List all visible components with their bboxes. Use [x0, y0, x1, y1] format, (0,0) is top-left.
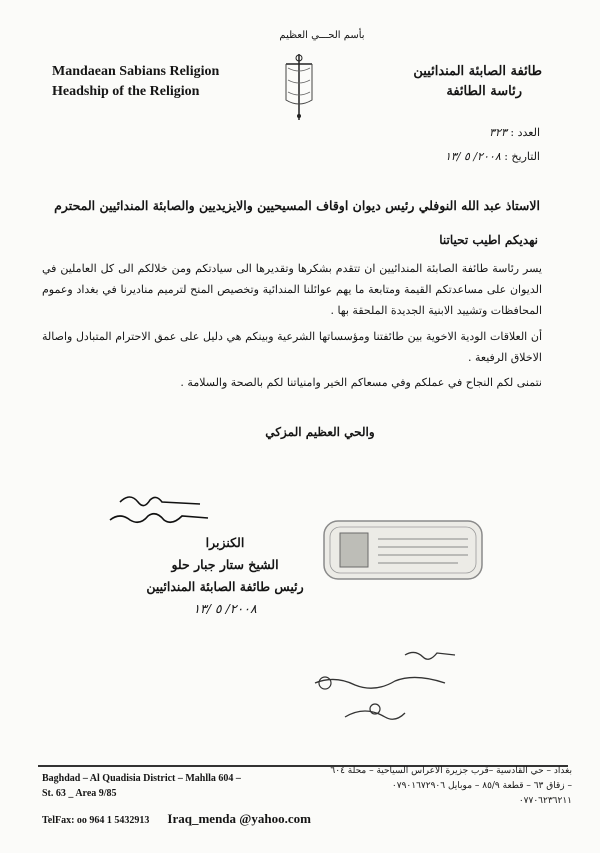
- signatory-block: [120, 532, 330, 620]
- footer-ar-line-1: بغداد – حي القادسية –قرب جزيرة الاعراس السياحية – محلة ٦٠٤: [330, 766, 572, 776]
- document-date: [445, 150, 540, 163]
- date-value: ٢٠٠٨/ ٥ /١٣: [444, 150, 501, 163]
- addressee: الاستاذ عبد الله النوفلي رئيس ديوان اوقاف المسيحيين والايزيديين والصابئة المندائيين المحترم: [54, 198, 540, 213]
- footer-ar-phone: ٠٧٧٠٦٢٣٦٢١١: [518, 796, 572, 806]
- number-value: ٣٢٣: [489, 126, 507, 139]
- handwritten-signature-icon: [90, 490, 230, 530]
- basmala: بأسم الحـــي العظيم: [279, 30, 365, 41]
- greeting: نهديكم اطيب تحياتنا: [439, 233, 538, 247]
- handwritten-note-icon: [305, 645, 465, 735]
- drabsha-emblem-icon: [278, 50, 320, 122]
- email-address[interactable]: Iraq_menda @yahoo.com: [167, 811, 311, 826]
- footer-address-line-2: St. 63 _ Area 9/85: [42, 788, 117, 799]
- footer-address-english: [42, 771, 241, 801]
- date-label: التاريخ :: [504, 150, 540, 163]
- signatory-title: الكنزبرا: [205, 535, 245, 550]
- footer-contact: [42, 810, 311, 828]
- footer-ar-line-2: – زقاق ٦٣ – قطعة ٨٥/٩ – موبايل ٠٧٩٠١٦٧٢٩٠٦: [391, 781, 572, 791]
- number-label: العدد :: [510, 126, 540, 139]
- org-name-arabic: [413, 62, 542, 102]
- org-line-1: Mandaean Sabians Religion: [52, 64, 220, 79]
- signatory-role: رئيس طائفة الصابئة المندائيين: [146, 579, 304, 594]
- footer-address-line-1: Baghdad – Al Quadisia District – Mahlla 604 –: [42, 773, 241, 784]
- footer-address-arabic: [330, 764, 572, 809]
- signature-date: ٢٠٠٨/ ٥ /١٣: [193, 601, 257, 616]
- reference-number: [489, 126, 540, 139]
- official-stamp-icon: [318, 515, 488, 585]
- org-ar-line-2: رئاسة الطائفة: [446, 84, 522, 99]
- org-line-2: Headship of the Religion: [52, 84, 200, 99]
- signatory-name: الشيخ ستار جبار حلو: [171, 557, 279, 572]
- telfax: TelFax: oo 964 1 5432913: [42, 815, 150, 826]
- paragraph-3: نتمنى لكم النجاح في عملكم وفي مسعاكم الخير وامنياتنا لكم بالصحة والسلامة .: [180, 376, 542, 389]
- paragraph-1: يسر رئاسة طائفة الصابئة المندائيين ان تتقدم بشكرها وتقديرها الى سيادتكم ومن خلالكم الى كل العاملين في الديوان على مساعدتكم القيمة ومتابعة ما يهم عوائلنا المندائية وتخصيص المنح لترميم مناديرنا في بغداد وعموم المحافظات وتشييد الابنية الجديدة الملحقة بها .: [42, 262, 542, 317]
- org-ar-line-1: طائفة الصابئة المندائيين: [413, 64, 542, 79]
- closing-blessing: والحي العظيم المزكي: [265, 425, 375, 439]
- org-name-english: [52, 62, 219, 102]
- paragraph-2: أن العلاقات الودية الاخوية بين طائفتنا ومؤسساتها الشرعية وبينكم هي دليل على عمق الاحترام المتبادل واصالة الاخلاق الرفيعة .: [42, 330, 542, 364]
